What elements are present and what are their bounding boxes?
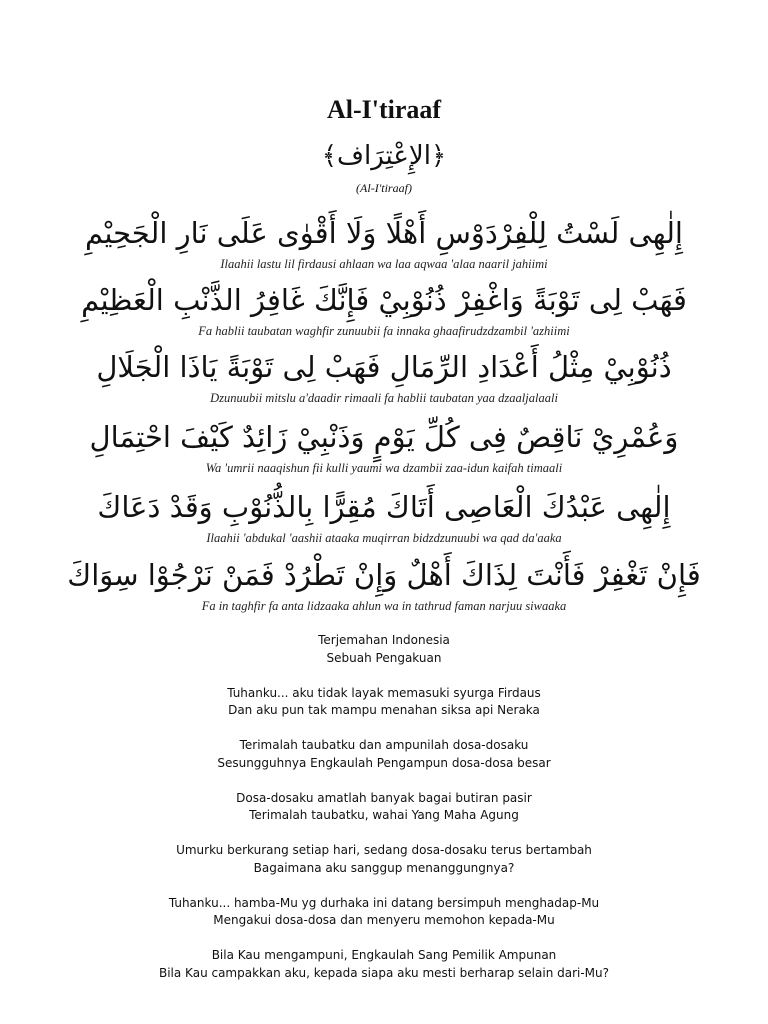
verse-6 [0,552,768,614]
stanza-3-line-2: Terimalah taubatku, wahai Yang Maha Agung [249,808,519,822]
page-title: Al-I'tiraaf [326,95,442,124]
stanza-1-line-1: Tuhanku... aku tidak layak memasuki syurga Firdaus [227,685,541,700]
stanza-4-line-1: Umurku berkurang setiap hari, sedang dosa-dosaku terus bertambah [176,843,592,857]
arabic-title-transliteration: (Al-I'tiraaf) [356,181,412,195]
stanza-3-line-1: Dosa-dosaku amatlah banyak bagai butiran pasir [236,790,532,805]
stanza-4-line-2: Bagaimana aku sanggup menanggungnya? [253,860,515,875]
verse-transliteration: Ilaahii 'abdukal 'aashii ataaka muqirran bidzdzunuubi wa qad da'aaka [206,531,562,545]
translation-subheading: Sebuah Pengakuan [326,650,442,665]
verse-arabic: ذُنُوْبِيْ مِثْلُ أَعْدَادِ الرِّمَالِ فَهَبْ لِى تَوْبَةً يَاذَا الْجَلَالِ [96,350,672,384]
translation-heading: Terjemahan Indonesia [318,633,450,647]
verse-transliteration: Fa in taghfir fa anta lidzaaka ahlun wa in tathrud faman narjuu siwaaka [201,599,567,613]
translation-section [0,632,768,982]
stanza-5-line-2: Mengakui dosa-dosa dan menyeru memohon kepada-Mu [213,913,555,927]
verse-arabic: إِلٰهِى لَسْتُ لِلْفِرْدَوْسِ أَهْلًا وَلَا أَقْوٰى عَلَى نَارِ الْجَحِيْمِ [85,216,683,250]
verse-transliteration: Dzunuubii mitslu a'daadir rimaali fa hablii taubatan yaa dzaaljalaali [210,391,558,405]
verse-5 [0,484,768,546]
stanza-2-line-1: Terimalah taubatku dan ampunilah dosa-dosaku [239,738,529,752]
stanza-6-line-1: Bila Kau mengampuni, Engkaulah Sang Pemilik Ampunan [211,948,557,962]
verse-transliteration: Wa 'umrii naaqishun fii kulli yaumi wa dzambii zaa-idun kaifah timaali [205,461,563,475]
verse-transliteration: Fa hablii taubatan waghfir zunuubii fa innaka ghaafirudzdzambil 'azhiimi [198,324,570,338]
verse-arabic: فَإِنْ تَغْفِرْ فَأَنْتَ لِذَاكَ أَهْلٌ وَإِنْ تَطْرُدْ فَمَنْ نَرْجُوْا سِوَاكَ [67,558,701,592]
stanza-5-line-1: Tuhanku... hamba-Mu yg durhaka ini datang bersimpuh menghadap-Mu [168,895,600,910]
verse-arabic: إِلٰهِى عَبْدُكَ الْعَاصِى أَتَاكَ مُقِرًّا بِالذُّنُوْبِ وَقَدْ دَعَاكَ [97,490,671,524]
arabic-title: ﴿الإِعْتِرَاف﴾ [321,141,447,171]
verse-transliteration: Ilaahii lastu lil firdausi ahlaan wa laa aqwaa 'alaa naaril jahiimi [220,257,548,271]
stanza-6-line-2: Bila Kau campakkan aku, kepada siapa aku mesti berharap selain dari-Mu? [158,965,610,980]
verse-arabic: وَعُمْرِيْ نَاقِصٌ فِى كُلِّ يَوْمٍ وَذَنْبِيْ زَائِدٌ كَيْفَ احْتِمَالِ [89,420,679,454]
verse-arabic: فَهَبْ لِى تَوْبَةً وَاغْفِرْ ذُنُوْبِيْ فَإِنَّكَ غَافِرُ الذَّنْبِ الْعَظِيْمِ [81,283,687,317]
verse-1 [0,210,768,272]
stanza-1-line-2: Dan aku pun tak mampu menahan siksa api Neraka [228,703,540,717]
verse-4 [0,414,768,476]
stanza-2-line-2: Sesungguhnya Engkaulah Pengampun dosa-dosa besar [217,755,551,770]
verse-2 [0,277,768,339]
verse-3 [0,344,768,406]
